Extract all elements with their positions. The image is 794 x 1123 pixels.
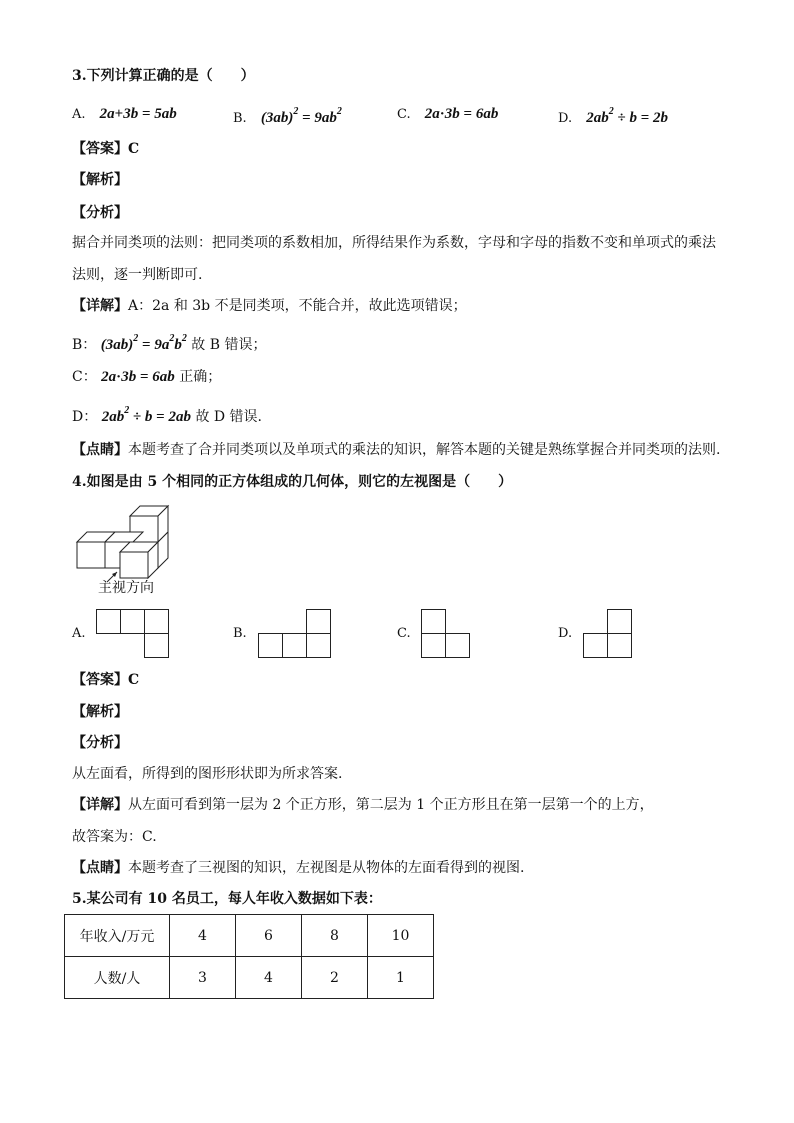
q5-title: 5.某公司有 10 名员工，每人年收入数据如下表： — [72, 891, 382, 907]
q3-fenxi: 【分析】 — [72, 205, 128, 221]
table-cell: 6 — [236, 915, 302, 957]
q4-option-a-figure — [96, 609, 170, 659]
table-cell: 3 — [170, 957, 236, 999]
table-cell: 1 — [368, 957, 434, 999]
q3-option-a: A. 2a+3b = 5ab — [72, 106, 177, 122]
q3-option-b: B. $(3ab)^2 = 9ab^2$ — [233, 106, 342, 126]
table-row — [65, 915, 434, 957]
q4-fenxi: 【分析】 — [72, 735, 128, 751]
table-cell: 4 — [170, 915, 236, 957]
q4-analysis: 从左面看，所得到的图形形状即为所求答案. — [72, 766, 343, 782]
q4-jiexi: 【解析】 — [72, 704, 128, 720]
q3-answer: 【答案】C — [72, 141, 140, 157]
q4-option-a-label: A. — [72, 626, 86, 641]
q4-option-c-figure — [421, 609, 471, 659]
q3-detail-c: C： 2a·3b = 6ab 正确； — [72, 369, 222, 385]
table-cell: 8 — [302, 915, 368, 957]
q4-option-c-label: C. — [397, 626, 411, 641]
q3-title: 3.下列计算正确的是（ ） — [72, 68, 255, 84]
table-row — [65, 957, 434, 999]
q3-analysis-1: 据合并同类项的法则：把同类项的系数相加，所得结果作为系数，字母和字母的指数不变和单项式的乘法 — [72, 235, 716, 251]
q3-detail-a: 【详解】A：2a 和 3b 不是同类项，不能合并，故此选项错误； — [72, 298, 467, 314]
table-cell: 2 — [302, 957, 368, 999]
q4-answer: 【答案】C — [72, 672, 140, 688]
table-row-header: 年收入/万元 — [65, 915, 170, 957]
q4-option-d-figure — [583, 609, 633, 659]
q3-analysis-2: 法则，逐一判断即可. — [72, 267, 203, 283]
q3-detail-b: B： $(3ab)^2 = 9a^2b^2$ 故 B 错误； — [72, 333, 267, 353]
table-row-header: 人数/人 — [65, 957, 170, 999]
q3-detail-d: D： $2ab^2 \div b = 2ab$ 故 D 错误. — [72, 405, 263, 425]
q4-dianjing: 【点睛】本题考查了三视图的知识，左视图是从物体的左面看得到的视图. — [72, 860, 525, 876]
table-cell: 10 — [368, 915, 434, 957]
q3-option-c: C. 2a·3b = 6ab — [397, 106, 499, 122]
q3-jiexi: 【解析】 — [72, 172, 128, 188]
income-table — [64, 914, 434, 999]
q4-detail: 【详解】从左面可看到第一层为 2 个正方形，第二层为 1 个正方形且在第一层第一个的上方， — [72, 797, 654, 813]
q4-option-b-label: B. — [233, 626, 247, 641]
q4-conclusion: 故答案为：C. — [72, 829, 157, 845]
q4-option-d-label: D. — [558, 626, 573, 641]
table-cell: 4 — [236, 957, 302, 999]
q4-option-b-figure — [258, 609, 332, 659]
q3-dianjing: 【点睛】本题考查了合并同类项以及单项式的乘法的知识，解答本题的关键是熟练掌握合并同类项的法则. — [72, 442, 721, 458]
view-direction-label: 主视方向 — [98, 580, 154, 596]
q3-option-d: D. $2ab^2 \div b = 2b$ — [558, 106, 669, 126]
q4-title: 4.如图是由 5 个相同的正方体组成的几何体，则它的左视图是（ ） — [72, 474, 513, 490]
